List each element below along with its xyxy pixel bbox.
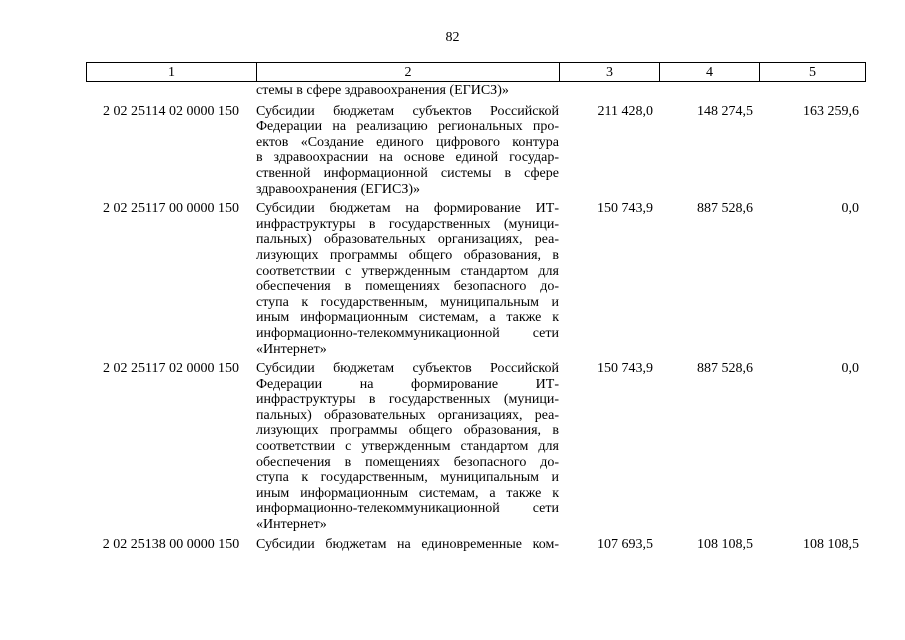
budget-code-cell: 2 02 25114 02 0000 150: [103, 103, 239, 119]
table-row: [86, 537, 865, 553]
amount-cell-col-4: 108 108,5: [697, 536, 753, 552]
column-header-5: 5: [760, 63, 866, 82]
description-line: Субсидии бюджетам на единовременные ком-: [256, 536, 559, 552]
budget-code-cell: 2 02 25138 00 0000 150: [102, 536, 240, 552]
description-cell: [256, 201, 559, 357]
description-line: соответствии с утвержденным стандартом для: [256, 263, 559, 279]
description-line: ступа к государственным, муниципальным и: [256, 294, 559, 310]
amount-cell-col-4: 887 528,6: [697, 361, 753, 377]
column-header-2: 2: [257, 63, 560, 82]
description-line: инфраструктуры в государственных (муници-: [256, 392, 559, 408]
amount-cell-col-4: 887 528,6: [697, 201, 753, 217]
description-line: Субсидии бюджетам субъектов Российской: [256, 103, 559, 119]
budget-code-cell: 2 02 25117 00 0000 150: [103, 201, 239, 217]
description-line: Субсидии бюджетам субъектов Российской: [256, 361, 559, 377]
description-line: обеспечения в помещениях безопасного до-: [256, 454, 559, 470]
table-row: [86, 361, 865, 533]
description-line: Федерации на формирование ИТ-: [256, 376, 559, 392]
page-number: 82: [445, 30, 460, 45]
description-cell: [256, 361, 559, 533]
description-line: информационно-телекоммуникационной сети: [256, 325, 559, 341]
description-line: информационно-телекоммуникационной сети: [256, 501, 559, 517]
amount-cell-col-5: 0,0: [841, 361, 859, 377]
column-header-row: [86, 62, 866, 82]
description-line: лизующих программы общего образования, в: [256, 423, 559, 439]
amount-cell-col-4: 148 274,5: [697, 103, 753, 119]
description-line: пальных) образовательных организациях, реа-: [256, 232, 559, 248]
amount-cell-col-5: 0,0: [841, 201, 859, 217]
amount-cell-col-5: 163 259,6: [803, 103, 859, 119]
description-line: лизующих программы общего образования, в: [256, 247, 559, 263]
amount-cell-col-3: 150 743,9: [597, 361, 653, 377]
description-line: обеспечения в помещениях безопасного до-: [256, 279, 559, 295]
description-line: иным информационным системам, а также к: [256, 310, 559, 326]
description-line: «Интернет»: [256, 517, 327, 533]
description-cell: [256, 537, 559, 553]
budget-code-cell: 2 02 25117 02 0000 150: [103, 361, 239, 377]
description-cell: [256, 104, 559, 198]
amount-cell-col-3: 150 743,9: [597, 201, 653, 217]
description-line: стемы в сфере здравоохранения (ЕГИСЗ)»: [256, 83, 509, 98]
table-row: [86, 104, 865, 198]
description-line: инфраструктуры в государственных (муници-: [256, 216, 559, 232]
budget-table-body: [86, 83, 865, 556]
column-header-3: 3: [560, 63, 660, 82]
table-row: [86, 201, 865, 357]
amount-cell-col-3: 107 693,5: [597, 536, 653, 552]
description-line: соответствии с утвержденным стандартом для: [256, 439, 559, 455]
description-line: ектов «Создание единого цифрового контура: [256, 134, 559, 150]
column-header-1: 1: [87, 63, 257, 82]
description-cell: [256, 83, 559, 99]
description-line: Федерации на реализацию региональных про-: [256, 119, 559, 135]
description-line: пальных) образовательных организациях, реа-: [256, 407, 559, 423]
amount-cell-col-3: 211 428,0: [597, 103, 653, 119]
column-header-4: 4: [660, 63, 760, 82]
description-line: в здравоохраснии на основе единой государ-: [256, 150, 559, 166]
description-line: «Интернет»: [256, 341, 327, 357]
amount-cell-col-5: 108 108,5: [803, 536, 859, 552]
description-line: ственной информационной системы в сфере: [256, 165, 559, 181]
table-row-continuation: [86, 83, 865, 99]
description-line: ступа к государственным, муниципальным и: [256, 470, 559, 486]
description-line: иным информационным системам, а также к: [256, 485, 559, 501]
description-line: здравоохранения (ЕГИСЗ)»: [256, 181, 421, 197]
description-line: Субсидии бюджетам на формирование ИТ-: [256, 201, 559, 217]
